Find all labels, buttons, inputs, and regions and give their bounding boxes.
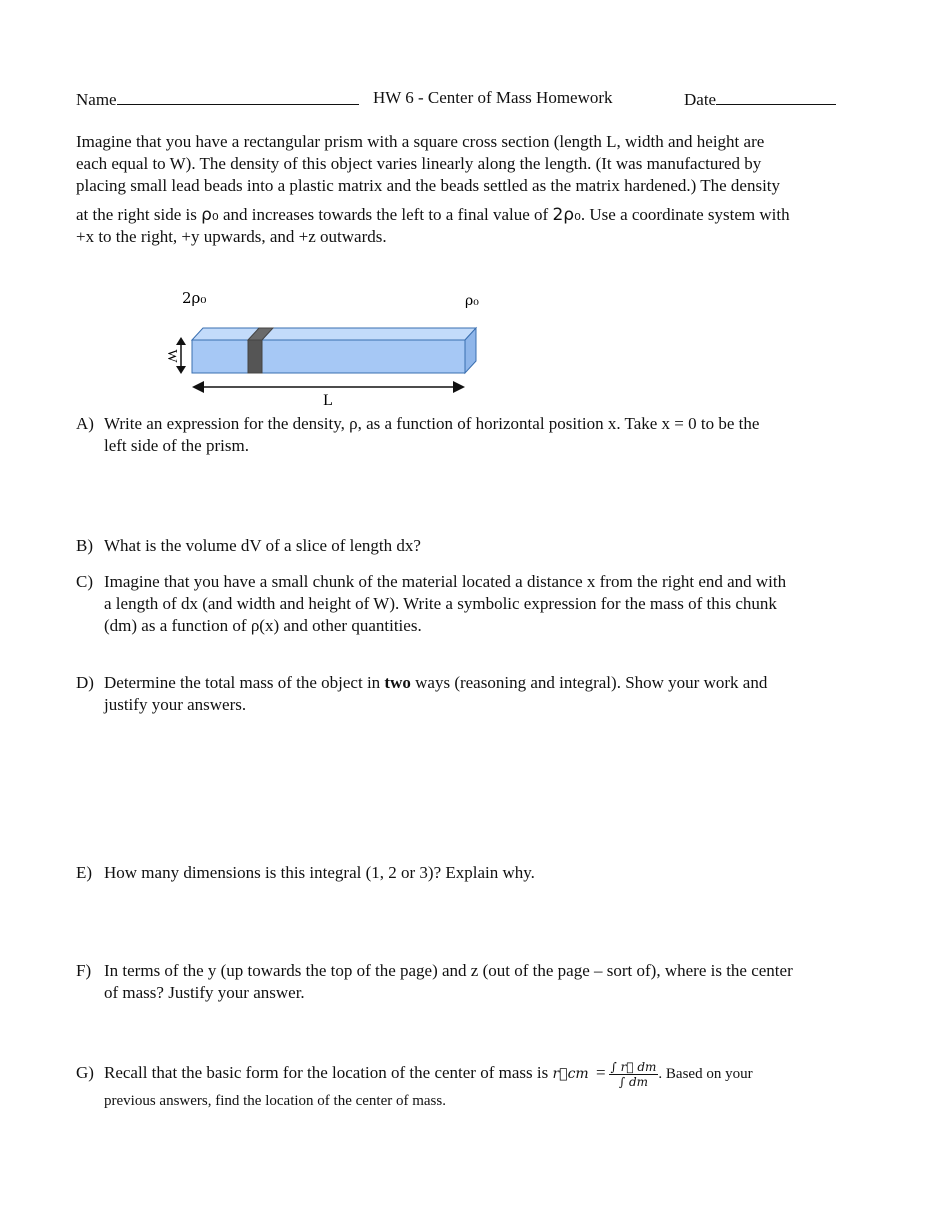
name-label: Name [76,90,117,109]
question-text: a length of dx (and width and height of W). Write a symbolic expression for the mass of this chunk [104,594,777,613]
question-text: left side of the prism. [104,436,249,455]
question-b [76,535,856,557]
left-density-label: 2ρ₀ [182,289,207,307]
question-label: F) [76,961,92,980]
slice-dx [248,340,262,373]
formula-numerator: ∫ r⃗ dm [610,1059,657,1074]
question-text: . Based on your [658,1066,753,1082]
question-label: C) [76,572,93,591]
question-g [76,1058,876,1112]
formula-r-cm: r⃗cm [552,1066,589,1082]
date-blank[interactable] [716,87,836,105]
prism-top-face [192,328,476,340]
date-field [684,87,836,111]
width-label: W [164,349,179,363]
date-label: Date [684,90,717,109]
question-text: Recall that the basic form for the location of the center of mass is [104,1063,553,1082]
question-label: D) [76,673,94,692]
question-label: G) [76,1063,94,1082]
formula-equals: = [595,1063,606,1082]
intro-line [76,204,866,226]
intro-line: Imagine that you have a rectangular prism with a square cross section (length L, width and height are [76,132,765,151]
question-label: B) [76,536,93,555]
com-formula-fraction [609,1060,659,1089]
length-arrow-right-icon [453,381,465,393]
intro-line: placing small lead beads into a plastic matrix and the beads settled as the matrix hardened.) The density [76,176,781,195]
question-text: Determine the total mass of the object in [104,673,385,692]
question-text: What is the volume dV of a slice of length dx? [104,536,421,555]
question-e [76,862,856,884]
prism-diagram [150,283,510,413]
question-a [76,413,856,457]
question-f [76,960,876,1004]
formula-denominator: ∫ dm [618,1074,649,1089]
name-field [76,87,359,111]
question-text: ways (reasoning and integral). Show your work and [410,673,768,692]
intro-paragraph [76,131,866,248]
page-title: HW 6 - Center of Mass Homework [373,88,613,107]
question-text: previous answers, find the location of the center of mass. [104,1093,446,1109]
question-label: E) [76,863,93,882]
intro-text: . Use a coordinate system with [580,205,790,224]
question-text: Write an expression for the density, ρ, as a function of horizontal position x. Take x = 0 to be the [104,414,760,433]
rho-zero-symbol: ρ₀ [201,205,219,225]
two-rho-zero-symbol: 2ρ₀ [552,205,581,225]
question-label: A) [76,414,94,433]
intro-line: +x to the right, +y upwards, and +z outwards. [76,227,387,246]
width-arrow-up-icon [176,337,186,345]
prism-front-face [192,340,465,373]
question-text: justify your answers. [104,695,247,714]
length-label: L [323,392,333,409]
right-density-label: ρ₀ [465,293,479,309]
question-text: In terms of the y (up towards the top of the page) and z (out of the page – sort of), where is the center [104,961,793,980]
intro-text: and increases towards the left to a final value of [218,205,553,224]
width-arrow-down-icon [176,366,186,374]
question-d [76,672,856,716]
question-text: How many dimensions is this integral (1, 2 or 3)? Explain why. [104,863,535,882]
name-blank[interactable] [117,87,359,105]
question-text: of mass? Justify your answer. [104,983,305,1002]
question-c [76,571,856,637]
intro-text: at the right side is [76,205,202,224]
prism-figure [150,283,510,413]
emphasis-two: two [384,673,411,692]
intro-line: each equal to W). The density of this object varies linearly along the length. (It was manufactured by [76,154,762,173]
question-text: (dm) as a function of ρ(x) and other quantities. [104,616,422,635]
length-arrow-left-icon [192,381,204,393]
question-text: Imagine that you have a small chunk of the material located a distance x from the right end and with [104,572,787,591]
